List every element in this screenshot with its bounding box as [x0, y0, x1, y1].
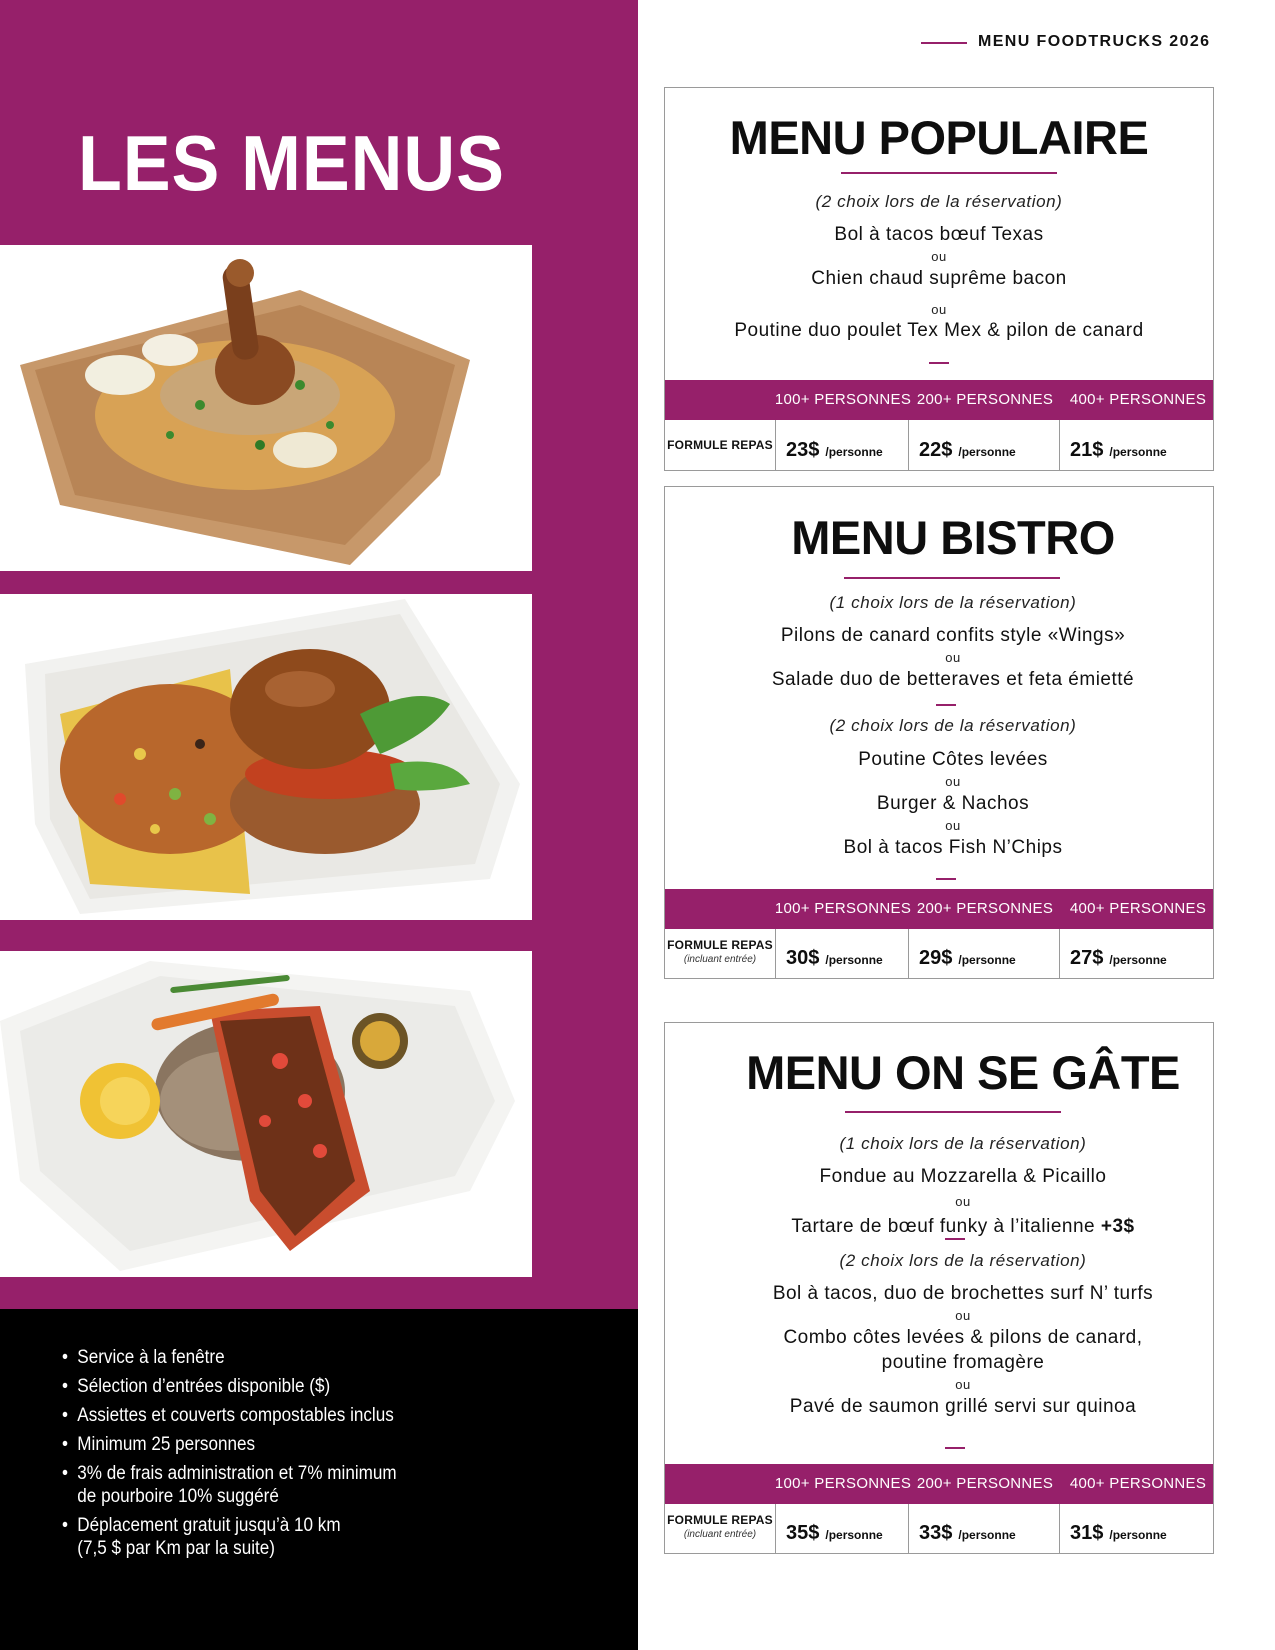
- list-item: • Sélection d’entrées disponible ($): [62, 1375, 397, 1398]
- list-item: • Minimum 25 personnes: [62, 1433, 397, 1456]
- price-cell: [908, 929, 1059, 978]
- price-row: [665, 1504, 1213, 1553]
- list-item: • Déplacement gratuit jusqu’à 10 km (7,5 $ par Km par la suite): [62, 1514, 397, 1560]
- price-value: 30$ /personne: [786, 947, 883, 969]
- menu-card-bistro: [664, 486, 1214, 979]
- menu-or: ou: [945, 774, 961, 789]
- tier-label: 200+ PERSONNES: [916, 1475, 1054, 1492]
- menu-item: Poutine Côtes levées: [858, 749, 1048, 770]
- menu-note: (2 choix lors de la réservation): [815, 192, 1063, 211]
- price-row: [665, 929, 1213, 978]
- header-title: MENU FOODTRUCKS 2026: [978, 33, 1211, 50]
- menu-item: poutine fromagère: [881, 1352, 1045, 1373]
- menu-item: Salade duo de betteraves et feta émietté: [771, 669, 1135, 690]
- tier-label: 400+ PERSONNES: [1069, 391, 1207, 408]
- tier-label: 400+ PERSONNES: [1069, 900, 1207, 917]
- menu-item: Bol à tacos Fish N’Chips: [843, 837, 1063, 858]
- menu-item: Bol à tacos, duo de brochettes surf N’ turfs: [772, 1283, 1154, 1304]
- price-tier-band: [665, 1464, 1213, 1504]
- menu-item: Chien chaud suprême bacon: [811, 268, 1067, 289]
- price-cell: [775, 1504, 908, 1553]
- price-value: 27$ /personne: [1070, 947, 1167, 969]
- menu-title: MENU POPULAIRE: [729, 111, 1149, 164]
- formule-label: FORMULE REPAS: [667, 438, 773, 452]
- food-photo-poutine: [0, 245, 532, 571]
- info-list: [62, 1346, 434, 1566]
- menu-item: Fondue au Mozzarella & Picaillo: [819, 1166, 1107, 1187]
- menu-item: Pilons de canard confits style «Wings»: [780, 625, 1126, 646]
- menu-separator: [945, 1447, 965, 1449]
- tier-label: 100+ PERSONNES: [774, 391, 912, 408]
- price-cell: [1059, 929, 1213, 978]
- price-value: 31$ /personne: [1070, 1522, 1167, 1544]
- price-cell: [908, 1504, 1059, 1553]
- menu-item: Tartare de bœuf funky à l’italienne +3$: [791, 1216, 1135, 1237]
- menu-separator: [936, 878, 956, 880]
- price-value: 23$ /personne: [786, 439, 883, 461]
- menu-or: ou: [931, 249, 947, 264]
- food-photo-burger-nachos: [0, 594, 532, 920]
- food-photo-salmon: [0, 951, 532, 1277]
- tier-label: 200+ PERSONNES: [916, 900, 1054, 917]
- menu-item: Poutine duo poulet Tex Mex & pilon de canard: [734, 320, 1144, 341]
- menu-note: (2 choix lors de la réservation): [839, 1251, 1087, 1270]
- menu-title: MENU ON SE GÂTE: [746, 1046, 1180, 1099]
- list-item: • Assiettes et couverts compostables inclus: [62, 1404, 397, 1427]
- page-title: LES MENUS: [78, 119, 505, 207]
- formule-label: FORMULE REPAS (incluant entrée): [667, 938, 773, 965]
- price-supplement: +3$: [1100, 1216, 1135, 1237]
- menu-item: Bol à tacos bœuf Texas: [834, 224, 1044, 245]
- price-row: [665, 420, 1213, 470]
- menu-separator: [945, 1238, 965, 1240]
- title-rule: [845, 1111, 1061, 1113]
- menu-title: MENU BISTRO: [791, 511, 1115, 564]
- price-cell: [775, 420, 908, 470]
- formule-label: FORMULE REPAS (incluant entrée): [667, 1513, 773, 1540]
- menu-item: Combo côtes levées & pilons de canard,: [783, 1327, 1143, 1348]
- price-tier-band: [665, 889, 1213, 929]
- menu-note: (1 choix lors de la réservation): [839, 1134, 1087, 1153]
- menu-item: Burger & Nachos: [876, 793, 1030, 814]
- price-cell: [775, 929, 908, 978]
- menu-or: ou: [945, 818, 961, 833]
- price-tier-band: [665, 380, 1213, 420]
- price-value: 33$ /personne: [919, 1522, 1016, 1544]
- menu-or: ou: [955, 1377, 971, 1392]
- menu-or: ou: [955, 1194, 971, 1209]
- price-value: 35$ /personne: [786, 1522, 883, 1544]
- menu-separator: [929, 362, 949, 364]
- menu-note: (2 choix lors de la réservation): [829, 716, 1077, 735]
- tier-label: 400+ PERSONNES: [1069, 1475, 1207, 1492]
- price-cell: [1059, 1504, 1213, 1553]
- menu-item: Pavé de saumon grillé servi sur quinoa: [789, 1396, 1137, 1417]
- menu-separator: [936, 704, 956, 706]
- tier-label: 200+ PERSONNES: [916, 391, 1054, 408]
- menu-or: ou: [931, 302, 947, 317]
- info-box: [0, 1309, 638, 1650]
- menu-or: ou: [955, 1308, 971, 1323]
- price-cell: [908, 420, 1059, 470]
- tier-label: 100+ PERSONNES: [774, 900, 912, 917]
- header-rule: [921, 42, 967, 44]
- list-item: • 3% de frais administration et 7% minimum de pourboire 10% suggéré: [62, 1462, 397, 1508]
- menu-card-on-se-gate: [664, 1022, 1214, 1554]
- menu-note: (1 choix lors de la réservation): [829, 593, 1077, 612]
- list-item: • Service à la fenêtre: [62, 1346, 397, 1369]
- title-rule: [841, 172, 1057, 174]
- price-cell: [1059, 420, 1213, 470]
- menu-or: ou: [945, 650, 961, 665]
- price-value: 21$ /personne: [1070, 439, 1167, 461]
- menu-card-populaire: [664, 87, 1214, 471]
- price-value: 22$ /personne: [919, 439, 1016, 461]
- tier-label: 100+ PERSONNES: [774, 1475, 912, 1492]
- title-rule: [844, 577, 1060, 579]
- price-value: 29$ /personne: [919, 947, 1016, 969]
